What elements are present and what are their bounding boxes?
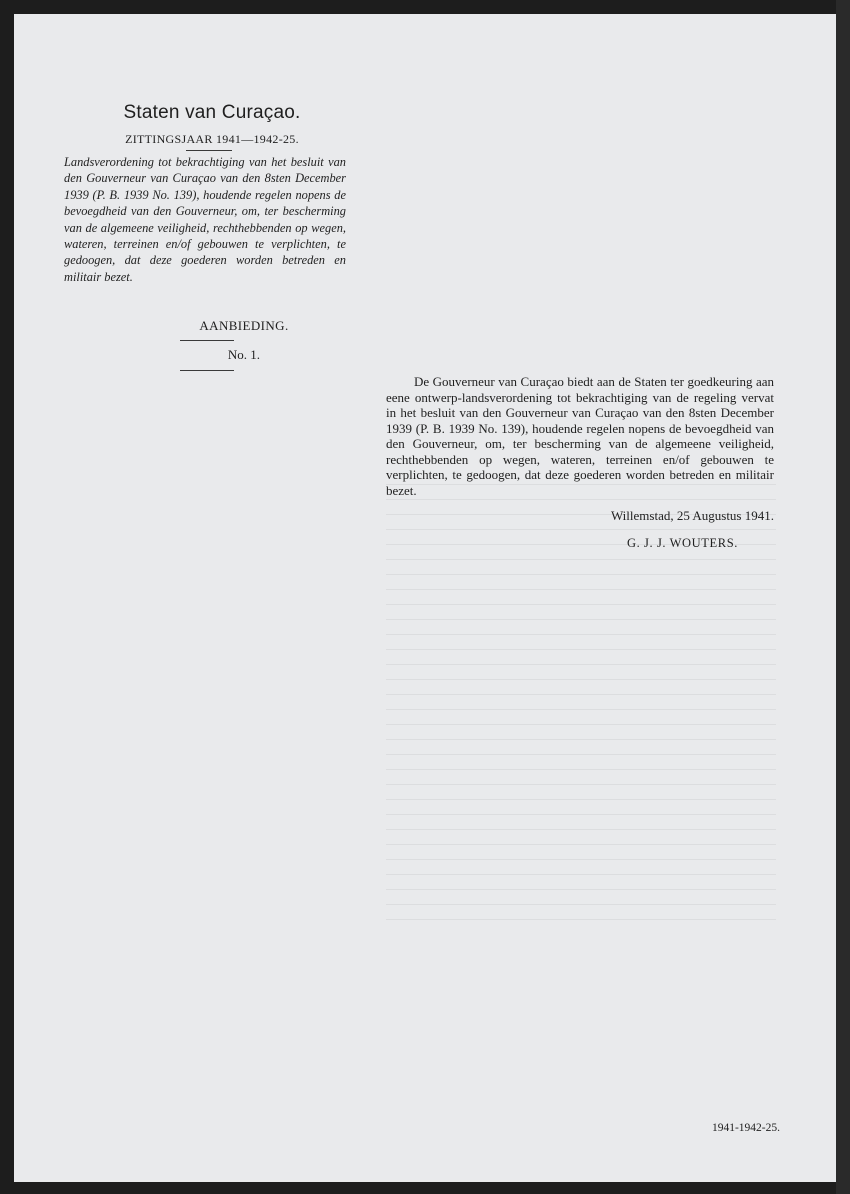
divider — [180, 370, 234, 371]
document-title: Staten van Curaçao. — [123, 102, 301, 123]
show-through-text — [386, 484, 776, 964]
session-year: ZITTINGSJAAR 1941—1942-25. — [125, 132, 299, 146]
divider — [186, 150, 232, 151]
offer-heading: AANBIEDING. — [199, 318, 289, 333]
place-date: Willemstad, 25 Augustus 1941. — [610, 508, 774, 523]
divider — [180, 340, 234, 341]
document-reference: 1941-1942-25. — [711, 1122, 780, 1134]
scan-edge — [836, 0, 850, 1194]
signatory: G. J. J. WOUTERS. — [626, 536, 738, 550]
body-paragraph: De Gouverneur van Curaçao biedt aan de Staten ter goedkeuring aan eene ontwerp-landsverordening tot bekrachtiging van de regeling vervat in het besluit van den Gouverneur van Curaçao van den 8sten December 1939 (P. B. 1939 No. 139), houdende regelen nopens de bevoegdheid van den Gouverneur, om, ter bescherming van de algemeene veiligheid, rechthebbenden op wegen, wateren, terreinen en/of gebouwen te verplichten, te gedoogen, dat deze goederen worden betreden en militair bezet. — [386, 374, 774, 498]
document-number: No. 1. — [227, 347, 261, 362]
document-page — [14, 14, 836, 1182]
document-abstract: Landsverordening tot bekrachtiging van het besluit van den Gouverneur van Curaçao van den 8sten December 1939 (P. B. 1939 No. 139), houdende regelen nopens de bevoegdheid van den Gouverneur, om, ter bescherming van de algemeene veiligheid, rechthebbenden op wegen, wateren, terreinen en/of gebouwen te verplichten, te gedoogen, dat deze goederen worden betreden en militair bezet. — [64, 155, 346, 284]
